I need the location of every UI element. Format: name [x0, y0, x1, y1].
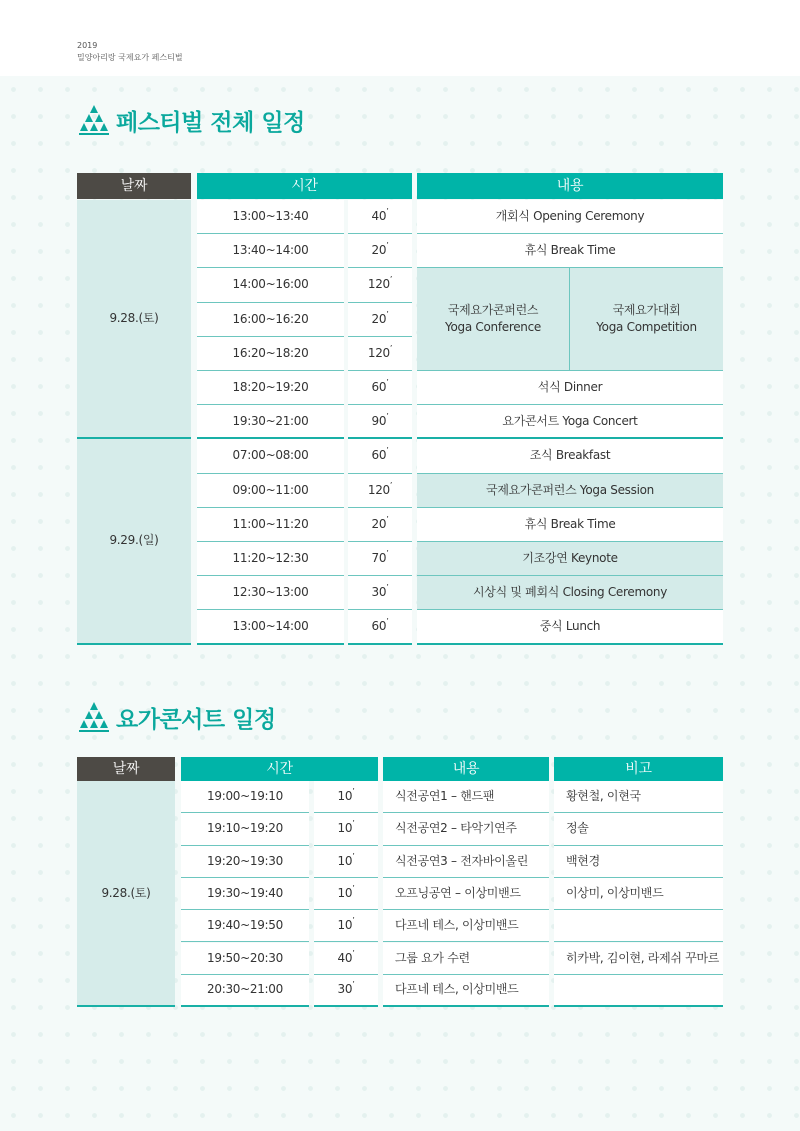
duration-cell	[314, 910, 378, 942]
note-cell	[554, 910, 723, 942]
merged-label	[445, 302, 541, 336]
duration-cell-text: 10	[337, 886, 353, 901]
content-cell-text: 다프네 테스, 이상미밴드	[395, 982, 519, 997]
time-cell-text: 16:00~16:20	[232, 311, 309, 326]
duration-cell	[314, 878, 378, 910]
header-year: 2019	[77, 41, 98, 50]
time-cell	[181, 910, 309, 942]
content-cell	[417, 542, 723, 576]
duration-cell	[348, 200, 412, 234]
duration-cell-text: 120	[367, 482, 390, 497]
note-cell-text: 정솔	[566, 821, 589, 836]
time-cell-text: 16:20~18:20	[232, 345, 309, 360]
time-cell	[197, 337, 344, 371]
time-cell	[181, 878, 309, 910]
note-cell	[554, 943, 723, 975]
duration-cell-text: 20	[371, 516, 387, 531]
duration-cell	[314, 781, 378, 813]
minute-mark: ’	[386, 411, 389, 421]
duration-cell	[314, 846, 378, 878]
time-cell-text: 13:00~14:00	[232, 618, 309, 633]
header-content-text: 내용	[556, 177, 584, 194]
header-content	[383, 757, 549, 781]
content-cell	[417, 474, 723, 508]
time-cell	[181, 781, 309, 813]
header-title: 밀양아리랑 국제요가 페스티벌	[77, 53, 183, 62]
minute-mark: ’	[386, 549, 389, 559]
time-cell-text: 07:00~08:00	[232, 448, 309, 463]
content-cell	[383, 975, 549, 1007]
duration-cell	[348, 474, 412, 508]
time-cell	[181, 813, 309, 845]
content-cell	[383, 910, 549, 942]
merged-line: 국제요가대회	[612, 303, 681, 318]
duration-cell-text: 120	[367, 345, 390, 360]
duration-cell	[348, 303, 412, 337]
duration-cell	[314, 975, 378, 1007]
header-date	[77, 173, 191, 199]
content-cell	[383, 781, 549, 813]
duration-cell	[348, 371, 412, 405]
note-cell-text: 히카박, 김이현, 라제쉬 꾸마르	[566, 950, 720, 965]
content-cell	[383, 878, 549, 910]
duration-cell-text: 60	[371, 448, 387, 463]
duration-cell	[314, 943, 378, 975]
content-cell	[383, 943, 549, 975]
content-cell-text: 그룹 요가 수련	[395, 950, 470, 965]
time-cell-text: 19:50~20:30	[207, 950, 283, 965]
section1-title-text: 페스티벌 전체 일정	[116, 109, 305, 136]
header-time	[197, 173, 412, 199]
date-cell-sat	[77, 200, 191, 439]
minute-mark: ’	[386, 207, 389, 217]
minute-mark: ’	[352, 787, 355, 797]
minute-mark: ’	[352, 980, 355, 990]
duration-cell	[348, 576, 412, 610]
time-cell	[197, 268, 344, 302]
content-cell	[417, 508, 723, 542]
duration-cell-text: 70	[371, 551, 387, 566]
header-content	[417, 173, 723, 199]
duration-cell-text: 60	[371, 618, 387, 633]
duration-cell-text: 90	[371, 413, 387, 428]
date-cell-text: 9.28.(토)	[101, 885, 151, 900]
time-cell-text: 13:00~13:40	[232, 209, 309, 224]
minute-mark: ’	[386, 514, 389, 524]
time-cell	[197, 234, 344, 268]
header-content-text: 내용	[452, 760, 480, 777]
section2-title	[76, 697, 276, 737]
minute-mark: ’	[386, 241, 389, 251]
header-note-text: 비고	[625, 760, 652, 777]
header-date-text: 날짜	[120, 177, 148, 194]
content-cell-text: 식전공연1 – 핸드팬	[395, 789, 495, 804]
date-cell	[77, 781, 175, 1007]
header-date	[77, 757, 175, 781]
content-cell	[417, 610, 723, 644]
minute-mark: ’	[386, 309, 389, 319]
date-cell-sat-text: 9.28.(토)	[109, 311, 159, 326]
minute-mark: ’	[352, 916, 355, 926]
time-cell	[197, 474, 344, 508]
note-cell	[554, 781, 723, 813]
time-cell	[197, 542, 344, 576]
content-cell-text: 개회식 Opening Ceremony	[495, 209, 645, 224]
content-cell	[383, 813, 549, 845]
duration-cell	[348, 234, 412, 268]
minute-mark: ’	[389, 275, 393, 285]
time-cell-text: 19:00~19:10	[207, 789, 283, 804]
content-cell-text: 시상식 및 폐회식 Closing Ceremony	[472, 585, 668, 600]
note-cell	[554, 878, 723, 910]
time-cell-text: 19:20~19:30	[207, 853, 283, 868]
time-cell	[197, 439, 344, 473]
duration-cell-text: 10	[337, 853, 353, 868]
duration-cell	[348, 508, 412, 542]
duration-cell	[348, 405, 412, 439]
note-cell	[554, 813, 723, 845]
header-date-text: 날짜	[112, 760, 140, 777]
merged-line: Yoga Competition	[596, 320, 697, 335]
duration-cell-text: 40	[371, 209, 387, 224]
content-cell	[417, 371, 723, 405]
time-cell	[181, 943, 309, 975]
duration-cell-text: 120	[367, 277, 390, 292]
minute-mark: ’	[386, 616, 389, 626]
time-cell	[197, 200, 344, 234]
time-cell	[197, 610, 344, 644]
merged-divider	[569, 268, 570, 371]
duration-cell	[348, 439, 412, 473]
duration-cell-text: 30	[371, 585, 387, 600]
duration-cell	[348, 268, 412, 302]
time-cell-text: 19:10~19:20	[207, 821, 283, 836]
header-time	[181, 757, 378, 781]
content-cell	[417, 405, 723, 439]
time-cell-text: 19:30~19:40	[207, 886, 283, 901]
content-cell-text: 요가콘서트 Yoga Concert	[502, 413, 638, 428]
duration-cell-text: 40	[337, 950, 353, 965]
content-cell-text: 기조강연 Keynote	[522, 551, 618, 566]
content-cell-text: 휴식 Break Time	[524, 243, 616, 258]
content-cell	[417, 234, 723, 268]
merged-line: Yoga Conference	[445, 320, 541, 335]
time-cell	[197, 576, 344, 610]
duration-cell	[348, 337, 412, 371]
content-cell-text: 휴식 Break Time	[524, 516, 616, 531]
minute-mark: ’	[352, 819, 355, 829]
content-cell	[383, 846, 549, 878]
note-cell-text: 백현경	[566, 853, 600, 868]
minute-mark: ’	[389, 343, 393, 353]
minute-mark: ’	[389, 480, 393, 490]
time-cell-text: 14:00~16:00	[232, 277, 309, 292]
minute-mark: ’	[352, 884, 355, 894]
time-cell-text: 13:40~14:00	[232, 243, 309, 258]
merged-label	[596, 302, 697, 336]
note-cell-text: 황현철, 이현국	[566, 789, 641, 804]
content-cell-text: 다프네 테스, 이상미밴드	[395, 918, 519, 933]
section2-title-text: 요가콘서트 일정	[116, 706, 276, 733]
time-cell-text: 11:20~12:30	[232, 551, 309, 566]
content-cell	[417, 576, 723, 610]
duration-cell-text: 10	[337, 789, 353, 804]
content-cell-text: 식전공연2 – 타악기연주	[395, 821, 517, 836]
time-cell	[197, 508, 344, 542]
minute-mark: ’	[386, 378, 389, 388]
header-note	[554, 757, 723, 781]
minute-mark: ’	[386, 446, 389, 456]
minute-mark: ’	[352, 851, 355, 861]
time-cell	[181, 975, 309, 1007]
note-cell	[554, 846, 723, 878]
note-cell	[554, 975, 723, 1007]
content-cell-text: 중식 Lunch	[539, 618, 601, 633]
time-cell-text: 11:00~11:20	[232, 516, 309, 531]
merged-conference-cell	[417, 268, 569, 371]
time-cell	[197, 405, 344, 439]
content-cell-text: 국제요가콘퍼런스 Yoga Session	[486, 482, 654, 497]
time-cell	[197, 303, 344, 337]
time-cell-text: 19:40~19:50	[207, 918, 283, 933]
duration-cell-text: 20	[371, 311, 387, 326]
duration-cell-text: 20	[371, 243, 387, 258]
note-cell-text: 이상미, 이상미밴드	[566, 886, 664, 901]
time-cell-text: 09:00~11:00	[232, 482, 309, 497]
lotus-icon	[76, 700, 112, 734]
time-cell	[197, 371, 344, 405]
date-cell-sun-text: 9.29.(일)	[109, 533, 159, 548]
time-cell-text: 12:30~13:00	[232, 585, 309, 600]
content-cell	[417, 200, 723, 234]
duration-cell	[314, 813, 378, 845]
minute-mark: ’	[386, 583, 389, 593]
header-time-text: 시간	[291, 177, 318, 194]
section1-title	[76, 100, 305, 140]
merged-competition-cell	[570, 268, 723, 371]
content-cell	[417, 439, 723, 473]
date-cell-sun	[77, 439, 191, 644]
duration-cell-text: 10	[337, 821, 353, 836]
page-header	[77, 40, 183, 64]
content-cell-text: 석식 Dinner	[537, 380, 603, 395]
time-cell-text: 20:30~21:00	[207, 982, 283, 997]
header-time-text: 시간	[266, 760, 293, 777]
time-cell-text: 18:20~19:20	[232, 380, 309, 395]
merged-line: 국제요가콘퍼런스	[447, 303, 539, 318]
content-cell-text: 오프닝공연 – 이상미밴드	[395, 886, 521, 901]
duration-cell-text: 30	[337, 982, 353, 997]
duration-cell	[348, 610, 412, 644]
time-cell	[181, 846, 309, 878]
duration-cell-text: 10	[337, 918, 353, 933]
duration-cell-text: 60	[371, 380, 387, 395]
content-cell-text: 조식 Breakfast	[529, 448, 611, 463]
duration-cell	[348, 542, 412, 576]
lotus-icon	[76, 103, 112, 137]
content-cell-text: 식전공연3 – 전자바이올린	[395, 853, 528, 868]
time-cell-text: 19:30~21:00	[232, 413, 309, 428]
minute-mark: ’	[352, 948, 355, 958]
